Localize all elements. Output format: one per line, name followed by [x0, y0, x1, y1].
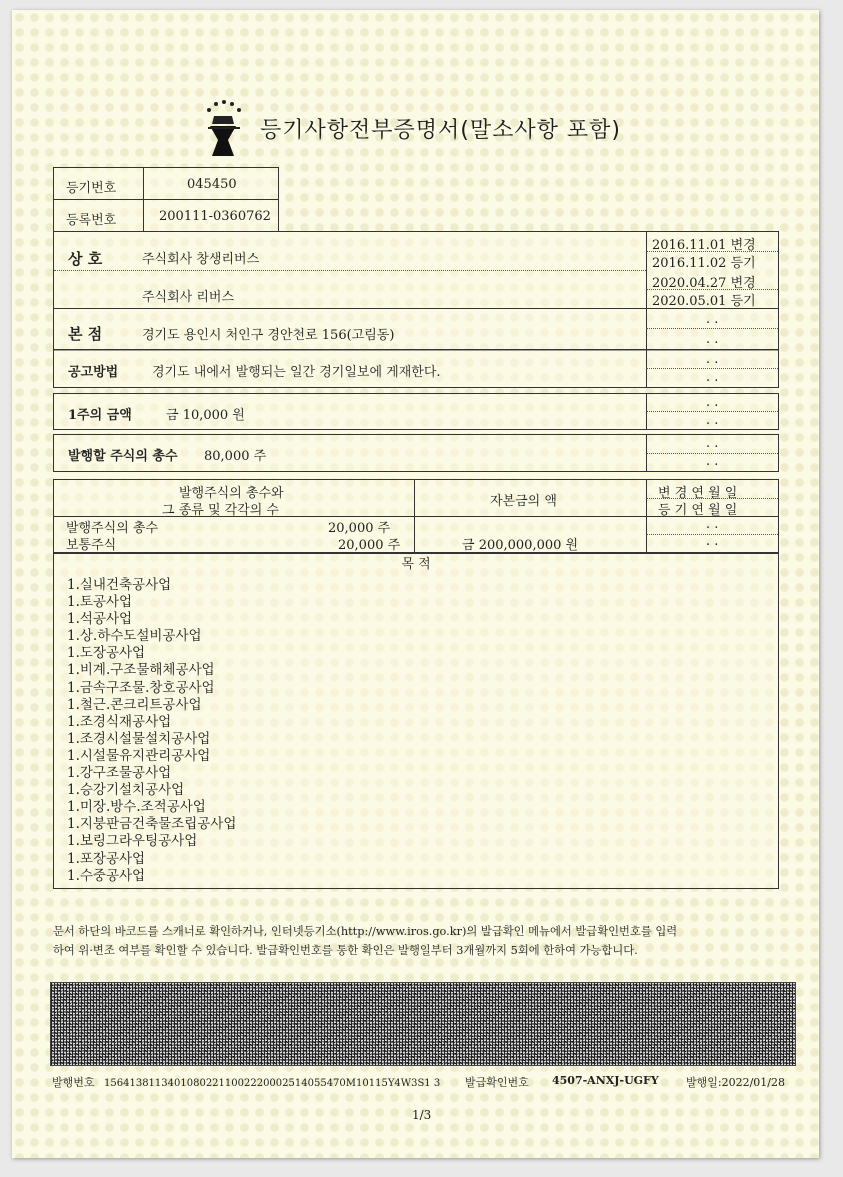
notice-method-box [53, 349, 779, 388]
corp-no-label: 등록번호 [66, 213, 117, 228]
capital-header-right-2: 등 기 연 월 일 [658, 503, 738, 518]
share-price-dot-2: . . [706, 413, 719, 428]
purpose-item: 1.수중공사업 [67, 867, 146, 884]
purpose-item: 1.조경식재공사업 [67, 713, 172, 730]
issue-date: 발행일:2022/01/28 [686, 1076, 785, 1089]
capital-amount: 금 200,000,000 원 [462, 538, 579, 553]
total-shares-box [53, 434, 779, 472]
page-number: 1/3 [412, 1108, 432, 1122]
issue-no-label: 발행번호 [52, 1076, 95, 1089]
capital-header-right-1: 변 경 연 월 일 [658, 486, 738, 501]
document-page [12, 10, 819, 1158]
verification-notice-line-2: 하여 위·변조 여부를 확인할 수 있습니다. 발급확인번호를 통한 확인은 발행일부터 3개월까지 5회에 한하여 가능합니다. [53, 944, 638, 957]
purpose-item: 1.도장공사업 [67, 645, 146, 662]
trade-name-block [53, 231, 779, 351]
capital-row2-label: 보통주식 [66, 538, 117, 553]
capital-header-left-1: 발행주식의 총수와 [179, 486, 284, 501]
share-price-value: 금 10,000 원 [166, 408, 245, 423]
purpose-item: 1.토공사업 [67, 594, 133, 611]
capital-dot-2: . . [706, 534, 719, 549]
corp-no-box [53, 199, 279, 232]
purpose-item: 1.상.하수도설비공사업 [67, 628, 202, 645]
share-price-box [53, 393, 779, 430]
total-shares-label: 발행할 주식의 총수 [68, 449, 178, 464]
capital-header-left-2: 그 종류 및 각각의 수 [162, 503, 279, 518]
purpose-item: 1.비계.구조물해체공사업 [67, 662, 215, 679]
total-shares-dot-1: . . [706, 436, 719, 451]
trade-name-2: 주식회사 리버스 [142, 290, 235, 305]
purpose-item: 1.지붕판금건축물조립공사업 [67, 816, 237, 833]
trade-name-1: 주식회사 창생리버스 [142, 252, 260, 267]
purpose-item: 1.포장공사업 [67, 850, 146, 867]
trade-name-1-change-date: 2016.11.01 변경 [652, 238, 756, 253]
notice-dot-1: . . [706, 352, 719, 367]
capital-header-mid: 자본금의 액 [490, 494, 557, 509]
capital-table [53, 479, 779, 553]
footer [52, 1074, 797, 1090]
verification-barcode [50, 982, 796, 1066]
head-office-value: 경기도 용인시 처인구 경안천로 156(고림동) [142, 328, 395, 343]
purpose-item: 1.실내건축공사업 [67, 577, 172, 593]
trade-name-label: 상 호 [68, 250, 103, 268]
purpose-item: 1.철근.콘크리트공사업 [67, 696, 202, 713]
notice-method-value: 경기도 내에서 발행되는 일간 경기일보에 게재한다. [152, 365, 441, 380]
purpose-list [67, 577, 236, 885]
total-shares-dot-2: . . [706, 454, 719, 469]
notice-dot-2: . . [706, 370, 719, 385]
reg-no-value: 045450 [187, 177, 237, 192]
confirm-no: 4507-ANXJ-UGFY [552, 1074, 659, 1087]
head-office-dot-1: . . [706, 312, 719, 327]
verification-notice [53, 922, 793, 960]
purpose-item: 1.강구조물공사업 [67, 765, 172, 782]
purpose-item: 1.석공사업 [67, 611, 133, 628]
purpose-item: 1.조경시설물설치공사업 [67, 730, 211, 747]
court-emblem-icon [200, 98, 246, 158]
share-price-label: 1주의 금액 [68, 408, 132, 423]
verification-notice-line-1: 문서 하단의 바코드를 스캐너로 확인하거나, 인터넷등기소(http://www.iros.go.kr)의 발급확인 메뉴에서 발급확인번호를 입력 [53, 925, 678, 938]
trade-name-2-change-date: 2020.04.27 변경 [652, 276, 756, 291]
corp-no-value: 200111-0360762 [159, 209, 271, 224]
purpose-section [53, 553, 779, 889]
head-office-label: 본 점 [68, 325, 103, 343]
purpose-header: 목 적 [401, 557, 431, 572]
capital-row2-value: 20,000 주 [338, 538, 401, 553]
purpose-item: 1.미장.방수.조적공사업 [67, 799, 206, 816]
purpose-item: 1.보링그라우팅공사업 [67, 833, 198, 850]
total-shares-value: 80,000 주 [204, 449, 267, 464]
document-title-block [200, 98, 621, 158]
issue-no: 15641381134010802211002220002514055470M10115Y4W3S1 3 [104, 1078, 441, 1089]
notice-method-label: 공고방법 [68, 365, 119, 380]
confirm-no-label: 발급확인번호 [465, 1076, 529, 1089]
reg-no-box [53, 167, 279, 200]
share-price-dot-1: . . [706, 395, 719, 410]
purpose-item: 1.금속구조물.창호공사업 [67, 679, 215, 696]
document-title: 등기사항전부증명서(말소사항 포함) [260, 117, 621, 143]
head-office-dot-2: . . [706, 332, 719, 347]
purpose-item: 1.시설물유지관리공사업 [67, 747, 211, 764]
capital-row1-value: 20,000 주 [328, 521, 391, 536]
trade-name-1-register-date: 2016.11.02 등기 [652, 256, 756, 271]
reg-no-label: 등기번호 [66, 181, 117, 196]
purpose-item: 1.승강기설치공사업 [67, 782, 185, 799]
capital-dot-1: . . [706, 517, 719, 532]
trade-name-2-register-date: 2020.05.01 등기 [652, 294, 756, 309]
capital-row1-label: 발행주식의 총수 [66, 521, 159, 536]
